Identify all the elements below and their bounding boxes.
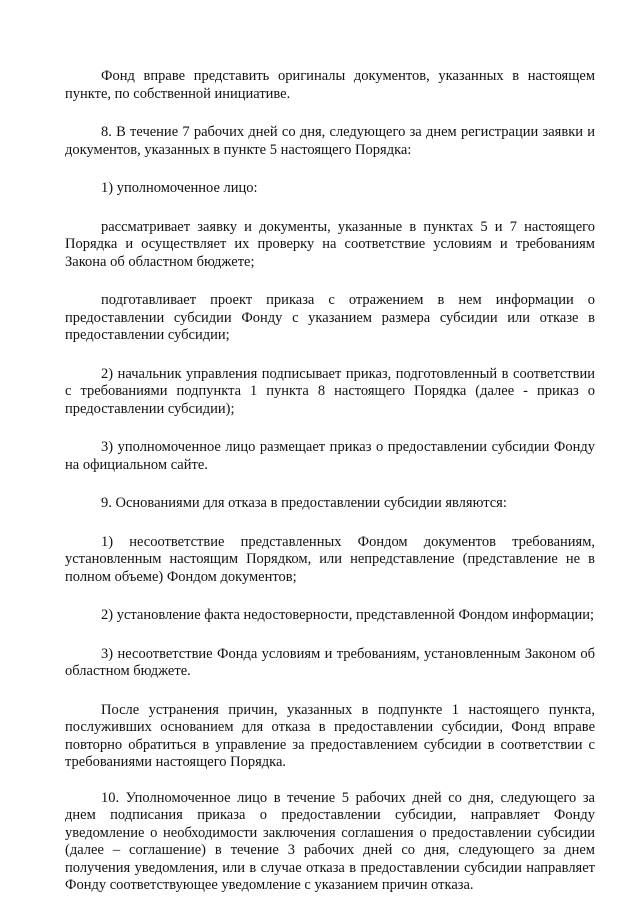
paragraph-item-10: 10. Уполномоченное лицо в течение 5 рабочих дней со дня, следующего за днем подписания приказа о предоставлении субсидии, направляет Фонду уведомление о необходимости заключения соглашения о предоставлении субсидии (далее – соглашение) в течение 3 рабочих дней со дня, следующего за днем получения уведомления, или в случае отказа в предоставлении субсидии направляет Фонду соответствующее уведомление с указанием причин отказа.: [65, 789, 595, 893]
paragraph-item-9-3: 3) несоответствие Фонда условиям и требованиям, установленным Законом об областном бюджете.: [65, 645, 595, 679]
paragraph-item-8-1: 1) уполномоченное лицо:: [101, 180, 258, 196]
paragraph-prepare-order: подготавливает проект приказа с отражением в нем информации о предоставлении субсидии Фонду с указанием размера субсидии или отказе в предоставлении субсидии;: [65, 292, 595, 343]
document-body: [65, 68, 595, 916]
paragraph-originals: Фонд вправе представить оригиналы документов, указанных в настоящем пункте, по собственной инициативе.: [65, 68, 595, 102]
paragraph-item-9-2: 2) установление факта недостоверности, представленной Фондом информации;: [101, 607, 595, 623]
paragraph-item-9-1: 1) несоответствие представленных Фондом документов требованиям, установленным настоящим Порядком, или непредставление (представление не в полном объеме) Фондом документов;: [65, 533, 595, 585]
paragraph-item-9: 9. Основаниями для отказа в предоставлении субсидии являются:: [101, 495, 507, 511]
paragraph-item-8: 8. В течение 7 рабочих дней со дня, следующего за днем регистрации заявки и документов, указанных в пункте 5 настоящего Порядка:: [65, 124, 595, 158]
paragraph-item-8-2: 2) начальник управления подписывает приказ, подготовленный в соответствии с требованиями подпункта 1 пункта 8 настоящего Порядка (далее - приказ о предоставлении субсидии);: [65, 365, 595, 417]
paragraph-item-8-3: 3) уполномоченное лицо размещает приказ о предоставлении субсидии Фонду на официальном сайте.: [65, 439, 595, 473]
paragraph-review-application: рассматривает заявку и документы, указанные в пунктах 5 и 7 настоящего Порядка и осуществляет их проверку на соответствие условиям и требованиям Закона об областном бюджете;: [65, 218, 595, 270]
paragraph-reapply: После устранения причин, указанных в подпункте 1 настоящего пункта, послуживших основанием для отказа в предоставлении субсидии, Фонд вправе повторно обратиться в управление за предоставлением субсидии в соответствии с требованиями настоящего Порядка.: [65, 701, 595, 770]
